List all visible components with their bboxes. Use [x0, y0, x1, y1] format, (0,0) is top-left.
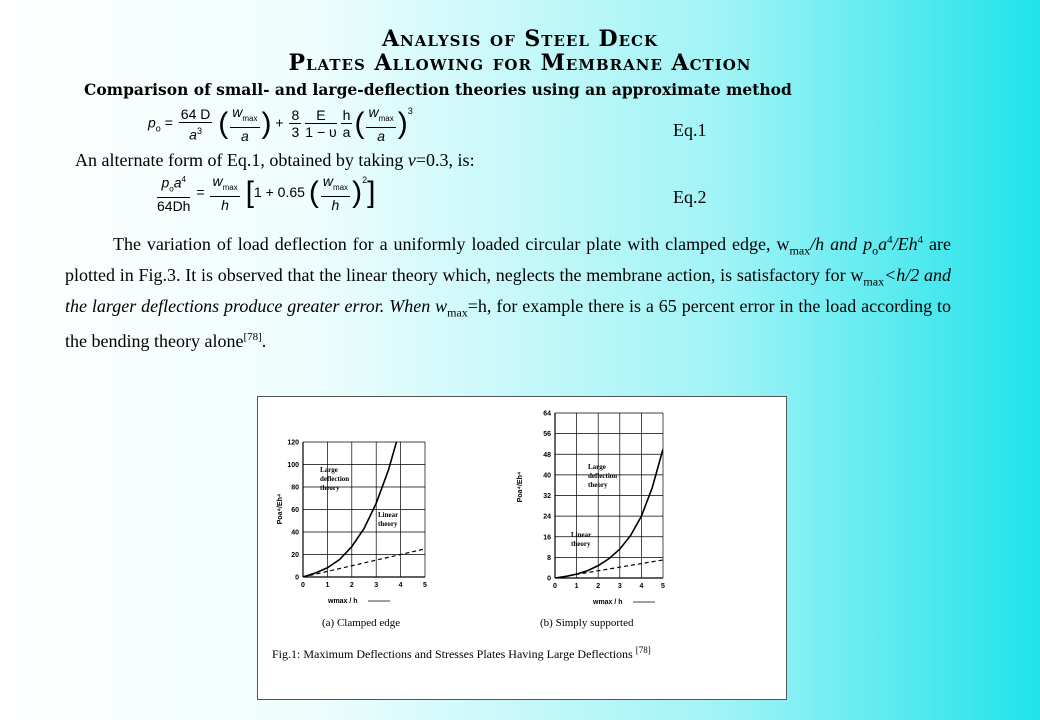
x-tick-label: 2: [596, 583, 601, 590]
y-tick-label: 16: [543, 534, 551, 542]
linear-theory-line: [303, 549, 425, 577]
y-tick-label: 0: [547, 575, 551, 583]
x-axis-label: wmax / h: [593, 599, 623, 606]
alternate-form-text: An alternate form of Eq.1, obtained by taking ν=0.3, is:: [75, 150, 475, 170]
y-tick-label: 120: [287, 439, 299, 447]
y-tick-label: 0: [295, 574, 299, 582]
large-deflection-label: Large: [320, 466, 338, 474]
y-tick-label: 80: [291, 484, 299, 492]
large-deflection-label: deflection: [320, 475, 350, 483]
x-tick-label: 4: [639, 583, 644, 590]
figure-caption: Fig.1: Maximum Deflections and Stresses Plates Having Large Deflections [78]: [272, 645, 651, 661]
x-tick-label: 4: [398, 582, 403, 589]
equation-2: $\frac{p_oa^4}{64Dh}$ = $\frac{w_{max}}{h}$ [1 + 0.65 ( $\frac{w_{max}}{h}$ )$^2$]: [157, 173, 376, 215]
large-deflection-label: Large: [588, 463, 606, 471]
large-deflection-label: theory: [320, 484, 340, 492]
y-tick-label: 32: [543, 493, 551, 500]
figure-box: [257, 396, 787, 700]
x-axis-label: wmax / h: [328, 598, 358, 605]
caption-b: (b) Simply supported: [540, 617, 634, 629]
x-tick-label: 3: [374, 582, 379, 589]
eq2-label: Eq.2: [673, 187, 707, 207]
large-deflection-curve: [555, 449, 663, 578]
y-tick-label: 48: [543, 451, 551, 459]
linear-theory-label: Linear: [571, 531, 592, 539]
x-tick-label: 1: [325, 582, 330, 589]
y-tick-label: 24: [543, 513, 551, 521]
linear-theory-line: [555, 560, 663, 578]
linear-theory-label: Linear: [378, 511, 399, 519]
linear-theory-label: theory: [571, 540, 591, 548]
x-tick-label: 2: [349, 582, 354, 589]
y-tick-label: 20: [291, 552, 299, 559]
y-tick-label: 64: [543, 410, 551, 418]
linear-theory-label: theory: [378, 520, 398, 528]
eq1-label: Eq.1: [673, 120, 707, 140]
x-tick-label: 5: [661, 583, 665, 590]
x-tick-label: 3: [617, 583, 622, 590]
title-line-1: Analysis of Steel Deck: [381, 26, 659, 52]
y-axis-label: Poa⁴/Eh⁴: [277, 493, 284, 525]
x-tick-label: 0: [553, 583, 557, 590]
x-tick-label: 0: [301, 582, 305, 589]
y-tick-label: 60: [291, 507, 299, 514]
y-tick-label: 40: [543, 472, 551, 480]
y-tick-label: 8: [547, 554, 551, 562]
body-paragraph: The variation of load deflection for a uniformly loaded circular plate with clamped edge, $w_{max}/h$ and $p_oa^4/Eh^4$ are plotted in Fig.3. It is observed that the linear theory which, neglects the membrane action, is satisfactory for $w_{max}<h/2$ and the larger deflections produce greater error. When $w_{max}=h$, for example there is a 65 percent error in the load according to the bending theory alone[78].: [65, 234, 952, 352]
x-tick-label: 1: [574, 583, 579, 590]
y-tick-label: 100: [287, 462, 299, 469]
title-line-2: Plates Allowing for Membrane Action: [288, 50, 752, 76]
equation-1: $p_o$ = $\frac{64 D}{a^3}$ ( $\frac{w_{max}}{a}$ ) + $\frac{8}{3}$ $\frac{E}{1 - \upsilon}$ $\frac{h}{a}$ ( $\frac{w_{max}}{a}$ )$^3$: [148, 104, 413, 144]
large-deflection-label: deflection: [588, 472, 618, 480]
large-deflection-label: theory: [588, 481, 608, 489]
subtitle: Comparison of small- and large-deflection theories using an approximate method: [84, 80, 792, 99]
y-tick-label: 56: [543, 431, 551, 439]
y-tick-label: 40: [291, 529, 299, 537]
x-tick-label: 5: [423, 582, 427, 589]
caption-a: (a) Clamped edge: [322, 617, 401, 629]
y-axis-label: Poa⁴/Eh⁴: [517, 471, 524, 503]
